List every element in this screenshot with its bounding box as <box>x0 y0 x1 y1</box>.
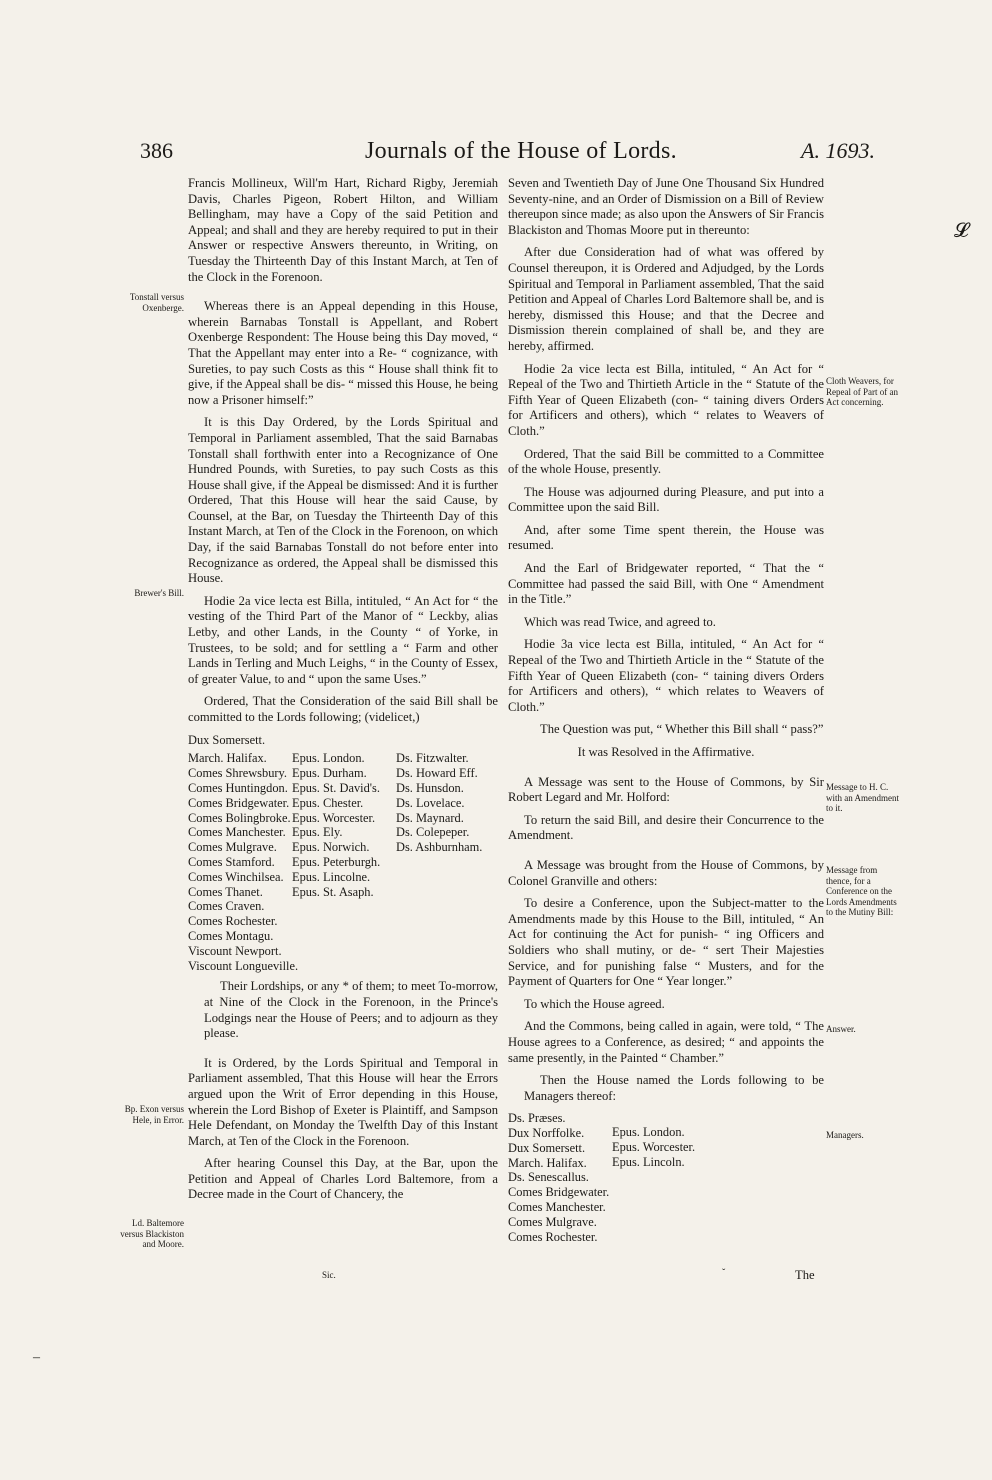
list-item: Epus. London. <box>292 751 365 766</box>
list-item: Comes Mulgrave. <box>188 840 277 855</box>
list-item: Viscount Newport. <box>188 943 282 958</box>
paragraph-managers-named: Then the House named the Lords following to be Managers thereof: <box>524 1073 824 1103</box>
paragraph-message-brought: A Message was brought from the House of Commons, by Colonel Granville and others: <box>508 857 824 888</box>
list-item: Epus. Worcester. <box>612 1140 696 1155</box>
managers-list <box>508 1111 824 1244</box>
paragraph-return-bill: To return the said Bill, and desire their Concurrence to the Amendment. <box>508 812 824 843</box>
list-item: Comes Montagu. <box>188 928 274 943</box>
running-title: Journals of the House of Lords. <box>365 138 677 164</box>
ink-mark: 𝓛 <box>954 220 969 242</box>
list-item: Viscount Longueville. <box>188 958 299 973</box>
list-item: Ds. Hunsdon. <box>396 780 464 795</box>
list-item: Comes Huntingdon. <box>188 780 288 795</box>
list-item: Epus. Peterburgh. <box>292 854 381 869</box>
margin-note-cloth: Cloth Weavers, for Repeal of Part of an Act concerning. <box>826 376 898 407</box>
catchword: The <box>795 1268 815 1282</box>
paragraph-tonstall-appeal: Whereas there is an Appeal depending in this House, wherein Barnabas Tonstall is Appellant, and Robert Oxenberge Respondent: The House being this Day moved, “ That the Appellant may enter into a Re- “ cognizance, with Sureties, to pay such Costs as this “ House shall think fit to give, if the Appeal shall be dis- “ missed this House, he being now a Prisoner himself:” <box>188 299 498 407</box>
list-item: March. Halifax. <box>508 1155 587 1170</box>
list-item: Ds. Ashburnham. <box>396 840 483 855</box>
right-column <box>508 176 824 1248</box>
page-number: 386 <box>140 138 173 163</box>
paragraph-baltemore: After hearing Counsel this Day, at the Bar, upon the Petition and Appeal of Charles Lord Baltemore, from a Decree made in the Court of Chancery, the <box>188 1156 498 1202</box>
lords-column-temporal <box>188 751 299 973</box>
list-item: Epus. Chester. <box>292 795 364 810</box>
paragraph-message-sent: A Message was sent to the House of Commons, by Sir Robert Legard and Mr. Holford: <box>508 774 824 805</box>
paragraph-question: The Question was put, “ Whether this Bill shall “ pass?” <box>540 722 824 737</box>
list-item: Epus. St. David's. <box>292 780 380 795</box>
paragraph-resumed: And, after some Time spent therein, the House was resumed. <box>508 522 824 553</box>
margin-note-exon: Bp. Exon versus Hele, in Error. <box>124 1104 184 1125</box>
list-item: Comes Craven. <box>188 899 265 914</box>
managers-column-temporal <box>508 1111 612 1244</box>
ink-tick: ˇ <box>722 1268 726 1279</box>
margin-note-baltemore: Ld. Baltemore versus Blackiston and Moore. <box>120 1218 184 1249</box>
page-header <box>140 138 875 172</box>
paragraph-committee-whole: Ordered, That the said Bill be committed to a Committee of the whole House, presently. <box>508 446 824 477</box>
list-item: Epus. Worcester. <box>292 810 376 825</box>
paragraph-baltemore-dismissed: After due Consideration had of what was offered by Counsel thereupon, it is Ordered and Adjudged, by the Lords Spiritual and Temporal in Parliament assembled, That the said Petition and Appeal of Charles Lord Baltemore shall be, and is hereby, dismissed this House; and that the Decree and Dismission therein complained of shall be, and they are hereby, affirmed. <box>508 245 824 353</box>
committee-lords-list <box>188 733 498 974</box>
list-item: Ds. Howard Eff. <box>396 766 478 781</box>
list-item: Comes Manchester. <box>508 1200 606 1215</box>
list-item: March. Halifax. <box>188 751 267 766</box>
paragraph-read-twice: Which was read Twice, and agreed to. <box>524 614 716 629</box>
margin-note-message: Message to H. C. with an Amendment to it. <box>826 782 899 813</box>
list-item: Epus. St. Asaph. <box>292 884 374 899</box>
list-item: Epus. Durham. <box>292 766 367 781</box>
paragraph-house-agreed: To which the House agreed. <box>524 996 665 1011</box>
margin-note-tonstall: Tonstall versus Oxenberge. <box>129 292 184 313</box>
list-item: Ds. Colepeper. <box>396 825 470 840</box>
list-item: Comes Mulgrave. <box>508 1214 597 1229</box>
lords-column-bishops <box>292 751 396 973</box>
list-item: Comes Rochester. <box>188 914 278 929</box>
list-item: Ds. Præses. <box>508 1111 566 1126</box>
year-heading: A. 1693. <box>801 138 875 163</box>
paragraph-petition-continued: Francis Mollineux, Will'm Hart, Richard Rigby, Jeremiah Davis, Charles Pigeon, Robert Hilton, and William Bellingham, may have a Copy of the said Petition and Appeal; and shall and they are hereby required to put in their Answer or respective Answers thereunto, in Writing, on Tuesday the Thirteenth Day of this Instant March, at Ten of the Clock in the Forenoon. <box>188 176 498 284</box>
list-item: Ds. Senescallus. <box>508 1170 589 1185</box>
paragraph-resolved: It was Resolved in the Affirmative. <box>577 745 755 759</box>
paragraph-exon-error: It is Ordered, by the Lords Spiritual and Temporal in Parliament assembled, That this House will hear the Errors argued upon the Writ of Error depending in this House, wherein the Lord Bishop of Exeter is Plaintiff, and Sampson Hele Defendant, on Monday the Twelfth Day of this Instant March, at Ten of the Clock in the Forenoon. <box>188 1055 498 1148</box>
list-item: Comes Rochester. <box>508 1229 598 1244</box>
paragraph-decree-continued: Seven and Twentieth Day of June One Thousand Six Hundred Seventy-nine, and an Order of Dismission on a Bill of Review thereupon since made; as also upon the Answers of Sir Francis Blackiston and Thomas Moore put in thereunto: <box>508 176 824 237</box>
paragraph-cloth-bill-third: Hodie 3a vice lecta est Billa, intituled, “ An Act for “ Repeal of the Two and Thirtieth Article in the “ Statute of the Fifth Year of Queen Elizabeth (con- “ taining divers Orders for Artificers and others), “ which relates to Weavers of Cloth.” <box>508 637 824 714</box>
ink-dot: ‒ <box>33 1350 40 1365</box>
left-column <box>188 176 498 1210</box>
paragraph-conference: To desire a Conference, upon the Subject-matter to the Amendments made by this House to the Bill, intituled, “ An Act for continuing the Act for punish- “ ing Officers and Soldiers who shall mutiny, or de- “ sert Their Majesties Service, and for punishing false “ Musters, and for the Payment of Quarters for One “ Year longer.” <box>508 896 824 989</box>
paragraph-commons-told: And the Commons, being called in again, were told, “ The House agrees to a Conference, as desired; “ and appoints the same presently, in the Painted “ Chamber.” <box>508 1019 824 1065</box>
list-item: Comes Bridgewater. <box>508 1185 610 1200</box>
paragraph-cloth-bill-second: Hodie 2a vice lecta est Billa, intituled, “ An Act for “ Repeal of the Two and Thirtieth Article in the “ Statute of the Fifth Year of Queen Elizabeth (con- “ taining divers Orders for Artificers and others), which “ relates to Weavers of Cloth.” <box>508 361 824 438</box>
paragraph-tonstall-order: It is this Day Ordered, by the Lords Spiritual and Temporal in Parliament assembled, That the said Barnabas Tonstall shall forthwith enter into a Recognizance of One Hundred Pounds, with Sureties, to pay such Costs as this House shall give, if the Appeal be dismissed: And it is further Ordered, That this House will hear the said Cause, by Counsel, at the Bar, on Tuesday the Thirteenth Day of this Instant March, at Ten of the Clock in the Forenoon, on which Day, if the said Barnabas Tonstall do not before enter into Recognizance as ordered, the Appeal shall be dismissed this House. <box>188 415 498 586</box>
dux-entry: Dux Somersett. <box>188 732 266 747</box>
paragraph-committee-order: Ordered, That the Consideration of the said Bill shall be committed to the Lords following; (videlicet,) <box>188 694 498 724</box>
list-item: Ds. Lovelace. <box>396 795 465 810</box>
margin-note-managers: Managers. <box>826 1130 864 1140</box>
list-item: Comes Winchilsea. <box>188 869 284 884</box>
list-item: Comes Manchester. <box>188 825 286 840</box>
list-item: Epus. Lincolne. <box>292 869 371 884</box>
margin-note-message-from: Message from thence, for a Conference on the Lords Amendments to the Mutiny Bill: <box>826 865 897 917</box>
list-item: Comes Stamford. <box>188 854 275 869</box>
list-item: Comes Thanet. <box>188 884 263 899</box>
list-item: Comes Shrewsbury. <box>188 766 288 781</box>
lords-column-barons <box>396 751 496 973</box>
list-item: Comes Bolingbroke. <box>188 810 291 825</box>
list-item: Epus. Norwich. <box>292 840 370 855</box>
managers-column-bishops <box>612 1111 762 1244</box>
paragraph-brewer-bill: Hodie 2a vice lecta est Billa, intituled, “ An Act for “ the vesting of the Third Part of the Manor of “ Leckby, alias Letby, and other Lands, in the County “ of Yorke, in Trustees, to be sold; and for settling a “ Farm and other Lands in Terling and Much Leighs, “ in the County of Essex, of greater Value, to and “ upon the same Uses.” <box>188 593 498 686</box>
list-item: Dux Somersett. <box>508 1140 586 1155</box>
list-item: Comes Bridgewater. <box>188 795 290 810</box>
list-item: Epus. Lincoln. <box>612 1154 685 1169</box>
paragraph-meeting: Their Lordships, or any * of them; to meet To-morrow, at Nine of the Clock in the Forenoon, in the Prince's Lodgings near the House of Peers; and to adjourn as they please. <box>204 979 498 1041</box>
list-item: Dux Norffolke. <box>508 1126 585 1141</box>
list-item: Ds. Fitzwalter. <box>396 751 469 766</box>
signature-mark: Sic. <box>322 1270 336 1280</box>
list-item: Epus. London. <box>612 1125 685 1140</box>
list-item: Epus. Ely. <box>292 825 343 840</box>
paragraph-bridgewater-report: And the Earl of Bridgewater reported, “ That the “ Committee had passed the said Bill, with One “ Amendment in the Title.” <box>508 561 824 607</box>
margin-note-answer: Answer. <box>826 1024 856 1034</box>
margin-note-brewer: Brewer's Bill. <box>134 588 184 598</box>
paragraph-adjourned: The House was adjourned during Pleasure, and put into a Committee upon the said Bill. <box>508 484 824 515</box>
list-item: Ds. Maynard. <box>396 810 464 825</box>
